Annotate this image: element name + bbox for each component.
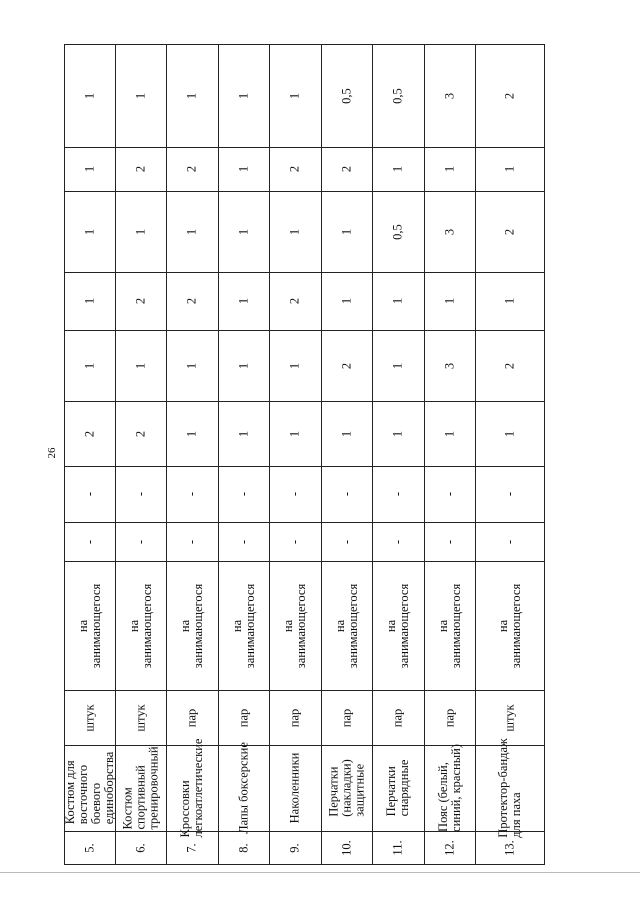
table-cell-c1 [269,522,321,561]
cell-text: штук [133,703,147,732]
cell-text: 1 [339,228,353,235]
cell-text: Костюм для восточного боевого единоборства [63,751,116,825]
cell-text: - [390,491,405,497]
table-cell-c7 [115,147,166,191]
table-cell-c4 [166,330,218,401]
table-cell-num [372,831,424,864]
table-cell-name [166,738,218,838]
cell-text: Лапы боксерские [236,742,250,834]
table-cell-name [115,745,166,831]
table-cell-c4 [269,330,321,401]
cell-text: 2 [502,92,516,100]
cell-text: 6. [133,842,147,853]
table-cell-calc [372,561,424,690]
table-cell-name [424,745,475,831]
table-cell-c4 [65,330,115,401]
table-cell-calc [218,561,269,690]
table-cell-name [372,745,424,831]
table-cell-c2 [269,466,321,522]
table-cell-c2 [321,466,372,522]
cell-text: 1 [502,165,516,173]
table-cell-c5 [475,272,544,330]
cell-text: 2 [502,362,516,369]
table-cell-c1 [372,522,424,561]
cell-text: 2 [133,430,147,437]
cell-text: - [236,491,250,497]
cell-text: 1 [82,362,97,369]
cell-text: пар [390,708,405,727]
table-cell-calc [166,561,218,690]
table-cell-num [321,831,372,864]
table-cell-c1 [65,522,115,561]
table-cell-c1 [424,522,475,561]
table-cell-c3 [115,401,166,466]
table-cell-num [166,831,218,864]
table-cell-c8 [424,45,475,147]
table-cell-c2 [115,466,166,522]
table-cell-c8 [166,45,218,147]
cell-text: Протектор-бандаж для паха [495,738,523,838]
table-cell-num [424,831,475,864]
cell-text: 2 [184,297,199,305]
cell-text: 1 [442,297,456,305]
cell-text: 0,5 [390,88,405,104]
table-cell-c1 [115,522,166,561]
cell-text: 11. [390,839,405,856]
cell-text: на занимающегося [229,583,257,668]
table-cell-c2 [475,466,544,522]
table-cell-unit [65,690,115,745]
cell-text: 2 [287,297,302,305]
table-cell-unit [424,690,475,745]
cell-text: 1 [133,92,147,100]
cell-text: пар [287,708,302,727]
table-cell-c5 [65,272,115,330]
table-cell-c3 [218,401,269,466]
cell-text: 1 [287,362,302,369]
table-cell-c4 [115,330,166,401]
cell-text: 1 [236,430,250,437]
table-cell-c7 [166,147,218,191]
table-cell-c4 [424,330,475,401]
table-cell-c8 [218,45,269,147]
table-cell-c8 [65,45,115,147]
table-cell-c7 [65,147,115,191]
table-cell-c6 [475,191,544,272]
table-cell-calc [115,561,166,690]
table-cell-c8 [115,45,166,147]
cell-text: на занимающегося [281,583,308,668]
table-cell-c8 [321,45,372,147]
table-cell-num [475,831,544,864]
cell-text: 2 [339,165,353,173]
cell-text: - [442,491,456,497]
cell-text: 1 [236,92,250,100]
cell-text: 1 [502,297,516,305]
cell-text: - [184,539,199,544]
cell-text: 1 [339,430,353,437]
cell-text: 1 [184,92,199,100]
cell-text: 1 [133,228,147,235]
table-cell-c6 [115,191,166,272]
cell-text: 1 [236,228,250,235]
cell-text: 1 [236,297,250,305]
cell-text: 2 [133,165,147,173]
table-cell-num [218,831,269,864]
table-cell-c2 [372,466,424,522]
cell-text: 1 [82,297,97,305]
cell-text: - [502,491,516,497]
cell-text: 1 [82,228,97,235]
table-cell-unit [166,690,218,745]
table-cell-c4 [321,330,372,401]
table-cell-calc [321,561,372,690]
table-cell-unit [269,690,321,745]
table-cell-c7 [321,147,372,191]
table-cell-c7 [424,147,475,191]
cell-text: на занимающегося [435,583,463,668]
cell-text: 3 [442,362,456,369]
table-cell-c6 [65,191,115,272]
cell-text: 1 [133,362,147,369]
cell-text: 0,5 [339,88,353,104]
cell-text: пар [236,708,250,727]
cell-text: - [287,491,302,497]
cell-text: - [184,491,199,497]
cell-text: 1 [236,362,250,369]
table-cell-calc [475,561,544,690]
cell-text: на занимающегося [76,583,103,668]
table-cell-name [269,745,321,831]
table-cell-c2 [424,466,475,522]
cell-text: 13. [502,839,516,856]
table-cell-unit [321,690,372,745]
cell-text: - [442,539,456,544]
cell-text: 1 [82,165,97,173]
cell-text: 12. [442,839,456,856]
table-cell-c3 [372,401,424,466]
table-cell-c8 [269,45,321,147]
cell-text: 7. [184,842,199,853]
cell-text: 1 [82,92,97,100]
cell-text: - [82,539,97,544]
table-cell-c5 [321,272,372,330]
cell-text: 1 [184,228,199,235]
equipment-table [64,44,545,865]
cell-text: 3 [442,228,456,235]
cell-text: 1 [339,297,353,305]
cell-text: 10. [339,839,353,856]
table-cell-c7 [372,147,424,191]
cell-text: - [133,491,147,497]
table-cell-name [321,745,372,831]
cell-text: 2 [133,297,147,305]
cell-text: на занимающегося [178,583,205,668]
table-cell-c7 [218,147,269,191]
cell-text: - [339,491,353,497]
cell-text: пар [442,708,456,727]
table-cell-c5 [424,272,475,330]
cell-text: штук [82,703,97,732]
table-cell-c2 [166,466,218,522]
bottom-rule [0,872,640,873]
table-cell-c7 [269,147,321,191]
table-cell-c6 [321,191,372,272]
cell-text: 2 [287,165,302,173]
cell-text: 1 [287,92,302,100]
table-cell-c6 [218,191,269,272]
cell-text: 2 [339,362,353,369]
table-cell-num [65,831,115,864]
cell-text: пар [339,708,353,727]
cell-text: - [502,539,516,544]
cell-text: на занимающегося [384,583,411,668]
cell-text: Перчатки (накладки) защитные [326,759,366,817]
cell-text: 1 [390,430,405,437]
table-cell-c1 [321,522,372,561]
cell-text: 5. [82,842,97,853]
table-cell-c3 [321,401,372,466]
table-cell-c1 [166,522,218,561]
cell-text: 1 [287,430,302,437]
table-cell-unit [475,690,544,745]
table-cell-c3 [424,401,475,466]
table-cell-c4 [218,330,269,401]
cell-text: пар [184,708,199,727]
cell-text: Пояс (белый, синий, красный) [435,744,463,832]
table-cell-name [65,745,115,831]
cell-text: 2 [184,165,199,173]
table-cell-name [475,738,544,838]
cell-text: 1 [390,297,405,305]
table-cell-c3 [65,401,115,466]
table-cell-c5 [372,272,424,330]
cell-text: штук [502,703,516,732]
table-cell-c5 [269,272,321,330]
table-cell-c6 [424,191,475,272]
cell-text: 1 [442,165,456,173]
cell-text: 0,5 [390,223,405,240]
table-cell-c2 [218,466,269,522]
table-cell-num [115,831,166,864]
cell-text: - [133,539,147,544]
cell-text: - [236,539,250,544]
cell-text: 1 [184,362,199,369]
table-cell-c5 [115,272,166,330]
table-cell-c1 [475,522,544,561]
cell-text: 1 [502,430,516,437]
cell-text: 1 [184,430,199,437]
cell-text: 1 [236,165,250,173]
cell-text: Перчатки снарядные [384,759,411,817]
table-cell-c8 [475,45,544,147]
table-cell-calc [65,561,115,690]
table-cell-c6 [269,191,321,272]
cell-text: 1 [390,362,405,369]
cell-text: 3 [442,92,456,100]
cell-text: на занимающегося [332,583,360,668]
cell-text: - [287,539,302,544]
cell-text: Наколенники [287,752,302,824]
table-cell-c5 [218,272,269,330]
cell-text: - [339,539,353,544]
cell-text: 9. [287,842,302,853]
table-cell-calc [269,561,321,690]
cell-text: - [390,539,405,544]
cell-text: Кроссовки легкоатлетические [178,738,205,838]
table-cell-unit [115,690,166,745]
cell-text: 2 [502,228,516,235]
page-number: 26 [46,447,58,459]
table-cell-num [269,831,321,864]
table-cell-c4 [372,330,424,401]
table-cell-calc [424,561,475,690]
cell-text: на занимающегося [495,583,523,668]
table-cell-unit [372,690,424,745]
cell-text: на занимающегося [126,583,154,668]
cell-text: 1 [442,430,456,437]
table-cell-c7 [475,147,544,191]
table-cell-c1 [218,522,269,561]
table-cell-c3 [166,401,218,466]
table-cell-c5 [166,272,218,330]
table-cell-c6 [372,191,424,272]
table-cell-c4 [475,330,544,401]
table-cell-c6 [166,191,218,272]
table-cell-name [218,742,269,834]
table-cell-unit [218,690,269,745]
table-cell-c2 [65,466,115,522]
cell-text: 2 [82,430,97,437]
table-cell-c3 [269,401,321,466]
table-cell-c3 [475,401,544,466]
cell-text: Костюм спортивный тренировочный [120,746,160,830]
table-cell-c8 [372,45,424,147]
cell-text: - [82,491,97,497]
cell-text: 1 [390,165,405,173]
cell-text: 1 [287,228,302,235]
cell-text: 8. [236,842,250,853]
